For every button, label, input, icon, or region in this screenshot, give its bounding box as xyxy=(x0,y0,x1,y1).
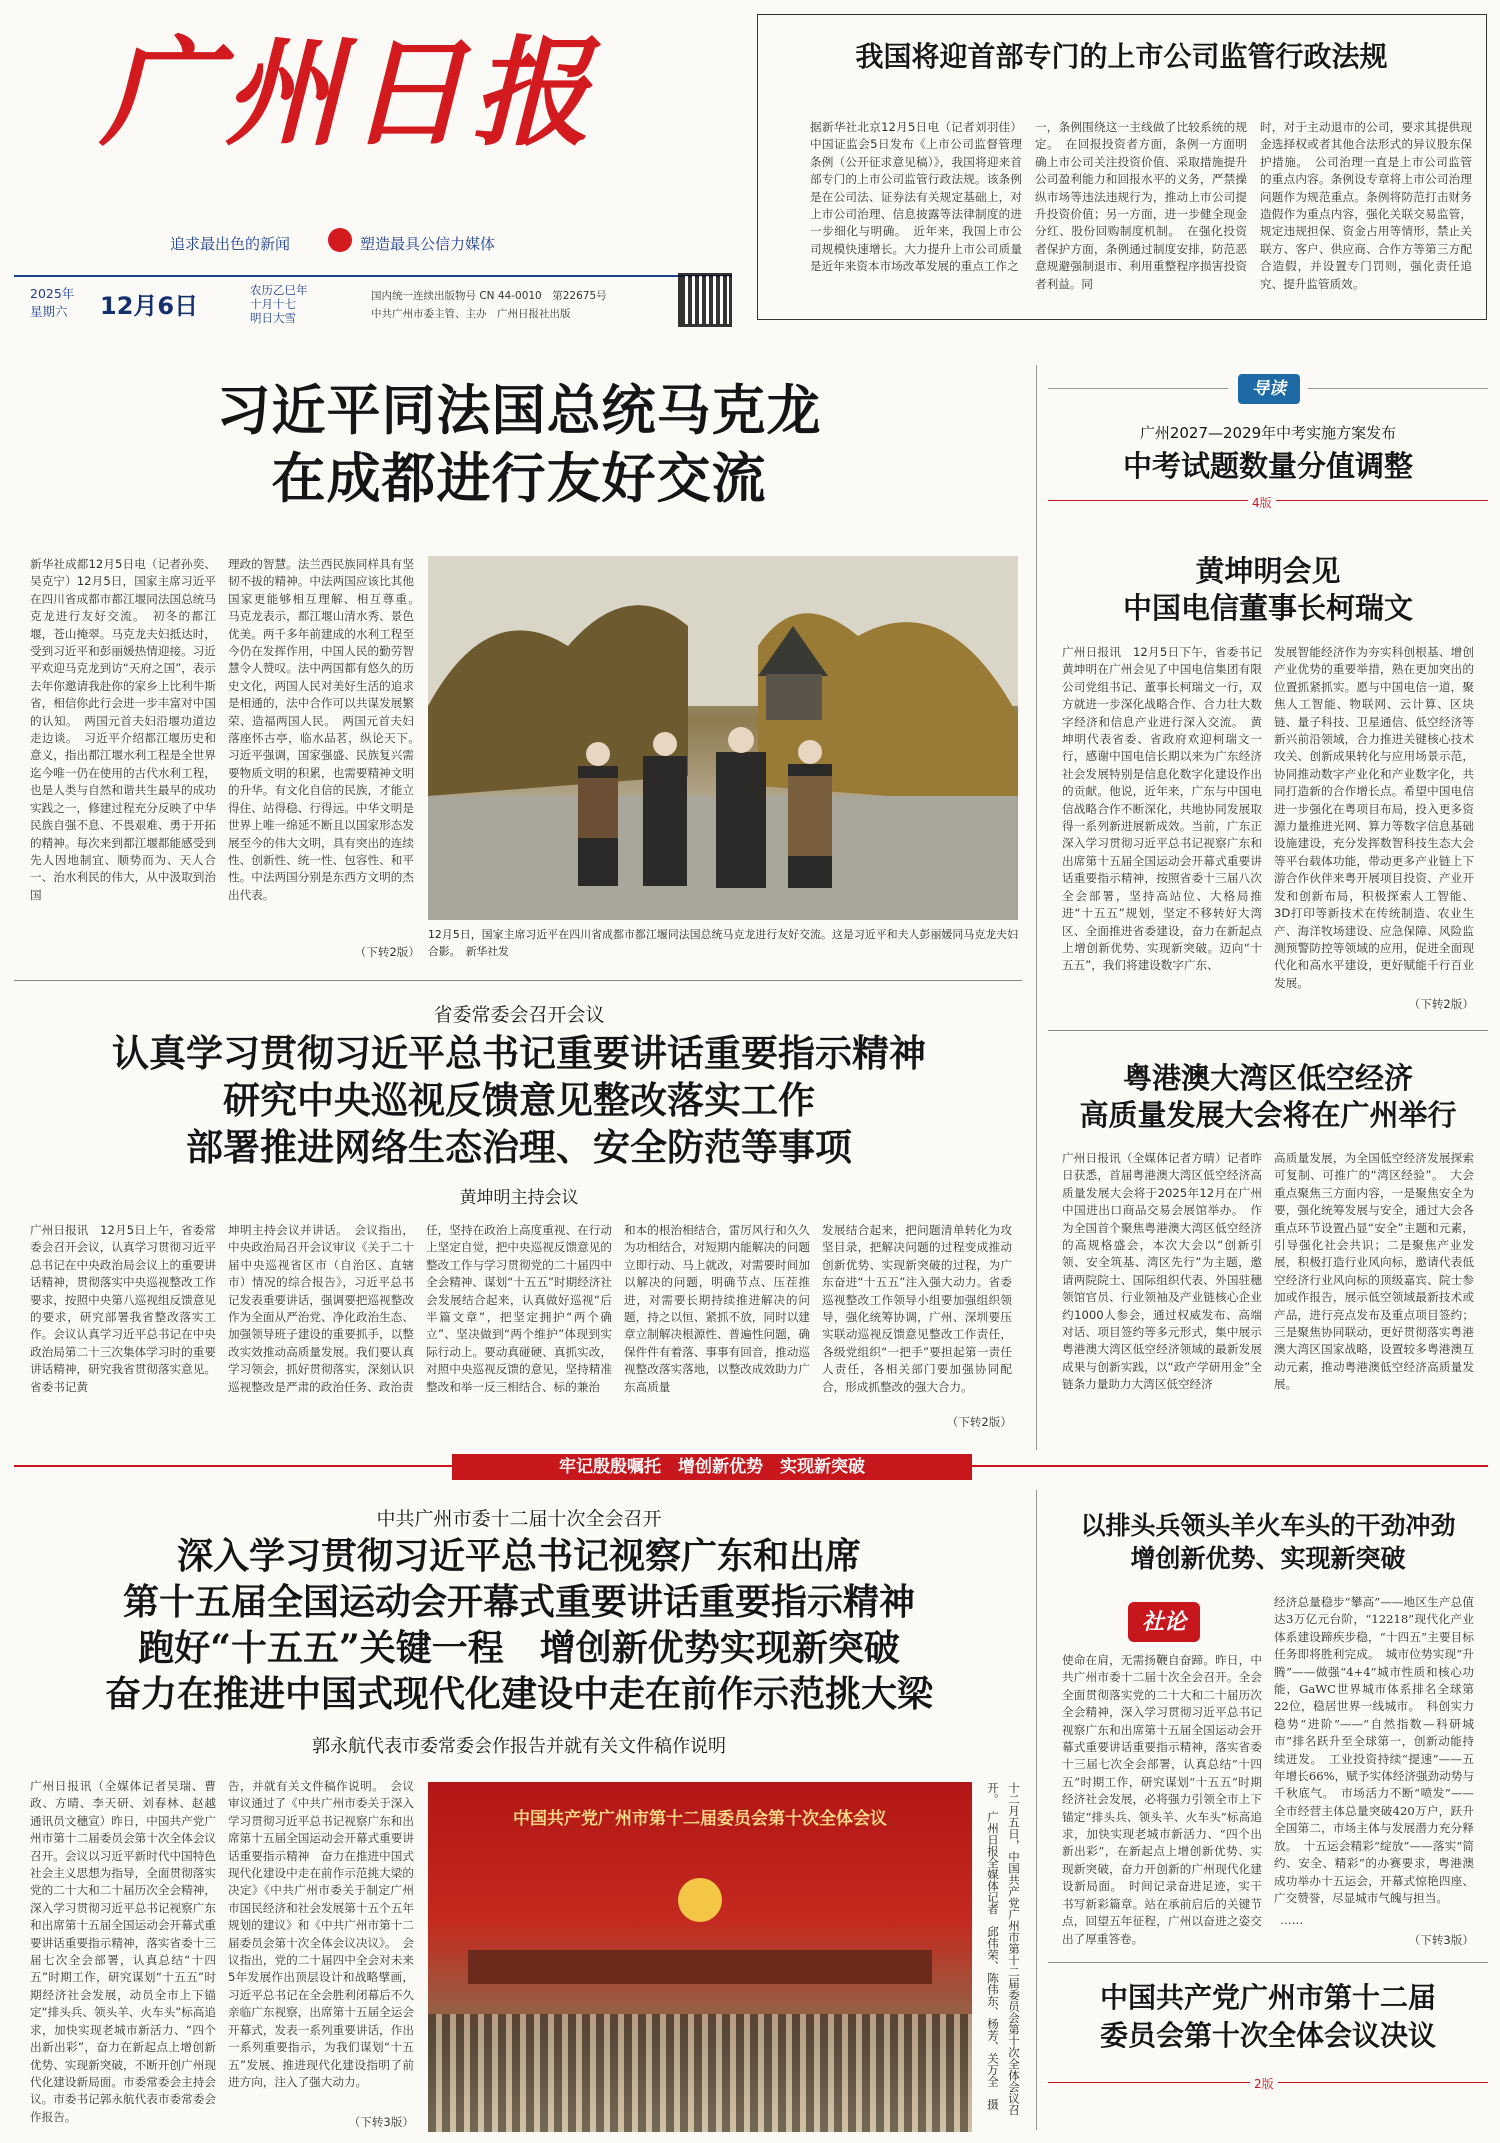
plenum-col-1: 广州日报讯（全媒体记者吴瑞、曹政、方晴、李天研、刘春林、赵越 通讯员文穗宣）昨日，中国共产党广州市第十二届委员会第十次全体会议召开。会议以习近平新时代中国特色社会主义思想为指导，全面贯彻落实党的二十大和二十届历次全会精神，深入学习贯彻习近平总书记视察广东和出席第十五届全国运动会开幕式重要讲话重要指示精神，落实省委十三届七次全会部署，认真总结“十四五”时期工作，研究谋划“十五五”时期经济社会发展，动员全市上下锚定“排头兵、领头羊、火车头”标高追求，加快实现老城市新活力、“四个出新出彩”，奋力在新起点上增创新优势、实现新突破，不断开创广州现代化建设新局面。市委常委会主持会议。市委书记郭永航代表市委常委会作报告。 xyxy=(30,1779,228,2124)
plenum-title-4: 奋力在推进中国式现代化建设中走在前作示范挑大梁 xyxy=(104,1673,933,1715)
lead-title-2: 在成都进行友好交流 xyxy=(271,446,767,510)
masthead xyxy=(0,0,750,300)
date-day: 12月6日 xyxy=(100,292,199,320)
lowalt-rule xyxy=(1048,1030,1488,1031)
guide-badge: 导读 xyxy=(1238,374,1300,404)
committee-col-2: 坤明主持会议并讲话。 会议指出，中央政治局召开会议审议《关于二十届中央巡视省区市（自治区、直辖市）情况的综合报告》，习近平总书记发表重要讲话，强调要把巡视整改作为全面从严治党、净化政治生态、加强领导班子建设的重要抓手，以整改实效推动高质量发展。我们要认真学习领会，抓好贯彻落实，深刻认识巡视整改是严肃的政治任务、政治责 xyxy=(228,1223,414,1394)
right-column-divider xyxy=(1036,365,1037,1450)
lead-photo-scene xyxy=(428,556,1018,920)
slogan-bar: 牢记殷殷嘱托 增创新优势 实现新突破 xyxy=(452,1454,972,1480)
guide-rule-right xyxy=(1308,388,1488,389)
editorial-title-1: 以排头兵领头羊火车头的干劲冲劲 xyxy=(1080,1511,1456,1540)
date-bar xyxy=(14,282,732,325)
committee-continued: （下转2版） xyxy=(946,1415,1012,1429)
guide-rule-left xyxy=(1048,388,1228,389)
lead-photo xyxy=(428,556,1018,920)
plenum-photo xyxy=(428,1782,972,2132)
publication-info-2: 中共广州市委主管、主办 广州日报社出版 xyxy=(371,308,571,320)
plenum-photo-rostrum xyxy=(468,1950,932,1984)
lead-title-1: 习近平同法国总统马克龙 xyxy=(216,378,822,442)
publication-info-1: 国内统一连续出版物号 CN 44-0010 第22675号 xyxy=(371,290,607,302)
date-year: 2025年 xyxy=(30,286,75,301)
plenum-col-2: 告，并就有关文件稿作说明。 会议审议通过了《中共广州市委关于深入学习贯彻习近平总书记视察广东和出席第十五届全国运动会开幕式重要讲话重要指示精神 奋力在推进中国式现代化建设中走在前作示范挑大梁的决定》《中共广州市委关于制定广州市国民经济和社会发展第十五个五年规划的建议》和《中共广州市第十二届委员会第十次全体会议决议》。 会议指出，党的二十届四中全会对未来5年发展作出顶层设计和战略擘画，习近平总书记在全会胜利闭幕后不久亲临广东视察，出席第十五届全运会开幕式，发表一系列重要讲话，作出一系列重要指示，为我们谋划“十五五”发展、推进现代化建设指明了前进方向，注入了强大动力。 xyxy=(228,1779,414,2089)
top-story-title: 我国将迎首部专门的上市公司监管行政法规 xyxy=(855,40,1388,73)
plenum-title-2: 第十五届全国运动会开幕式重要讲话重要指示精神 xyxy=(122,1581,915,1623)
top-story-box xyxy=(757,14,1487,320)
huang-title-2: 中国电信董事长柯瑞文 xyxy=(1122,591,1413,625)
editorial-continued: （下转3版） xyxy=(1408,1933,1474,1947)
committee-subtitle: 黄坤明主持会议 xyxy=(459,1188,579,1208)
slogan-mark-icon xyxy=(328,228,352,252)
lunar-2: 十月十七 xyxy=(250,297,296,311)
editorial-title-2: 增创新优势、实现新突破 xyxy=(1130,1544,1406,1573)
lead-col-2: 理政的智慧。法兰西民族同样具有坚韧不拔的精神。中法两国应该比其他国家更能够相互理解、相互尊重。 马克龙表示，都江堰山清水秀、景色优美。两千多年前建成的水利工程至今仍在发挥作用，中国人民的勤劳智慧令人赞叹。法中两国都有悠久的历史文化，两国人民对美好生活的追求是相通的，法中合作可以共谋发展繁荣、造福两国人民。 两国元首夫妇落座怀古亭，临水品茗，纵论天下。 习近平强调，国家强盛、民族复兴需要物质文明的积累，也需要精神文明的升华。有文化自信的民族，才能立得住、站得稳、行得远。中华文明是世界上唯一绵延不断且以国家形态发展至今的伟大文明，具有突出的连续性、创新性、统一性、包容性、和平性。中法两国分别是东西方文明的杰出代表。 xyxy=(228,557,426,902)
plenum-title-1: 深入学习贯彻习近平总书记视察广东和出席 xyxy=(176,1535,861,1577)
plenum-continued: （下转3版） xyxy=(348,2115,414,2129)
committee-title-1: 认真学习贯彻习近平总书记重要讲话重要指示精神 xyxy=(112,1031,926,1075)
masthead-logo: 广州日报 xyxy=(100,23,597,162)
committee-rule xyxy=(14,980,1022,981)
plenum-title-3: 跑好“十五五”关键一程 增创新优势实现新突破 xyxy=(138,1627,900,1669)
plenum-kicker: 中共广州市委十二届十次全会召开 xyxy=(376,1508,662,1530)
plenum-subtitle: 郭永航代表市委常委会作报告并就有关文件稿作说明 xyxy=(312,1736,726,1757)
committee-col-5: 发展结合起来，把问题清单转化为攻坚目录，把解决问题的过程变成推动创新优势、实现新突破的过程，为广东奋进“十五五”注入强大动力。省委巡视整改工作领导小组要加强组织领导，强化统筹协调，广州、深圳要压实联动巡视反馈意见整改工作责任，各级党组织“一把手”要担起第一责任人责任，各相关部门要加强协同配合，形成抓整改的强大合力。 xyxy=(822,1223,1012,1394)
lead-col-1: 新华社成都12月5日电（记者孙奕、吴克宁）12月5日，国家主席习近平在四川省成都市都江堰同法国总统马克龙进行友好交流。 初冬的都江堰，苍山掩翠。马克龙夫妇抵达时，受到习近平和彭丽媛热情迎接。习近平欢迎马克龙到访“天府之国”，表示去年你邀请我赴你的家乡上比利牛斯省，相信你此行会进一步丰富对中国的认知。 两国元首夫妇沿堰功道边走边谈。 习近平介绍都江堰历史和意义，指出都江堰水利工程是全世界迄今唯一仍在使用的古代水利工程，也是人类与自然和谐共生最早的成功实践之一，修建过程充分反映了中华民族自强不息、不畏艰难、勇于开拓的精神。每次来到都江堰都能感受到先人因地制宜、顺势而为、天人合一、治水利民的伟大，从中汲取到治国 xyxy=(30,557,216,902)
editorial-ellipsis: …… xyxy=(1280,1913,1304,1927)
plenum-photo-caption: 十二月五日，中国共产党广州市第十二届委员会第十次全体会议召开。 广州日报全媒体记者 邱伟荣、陈伟东、杨芳、关万全 摄 xyxy=(986,1782,1021,2116)
slogan-left: 追求最出色的新闻 xyxy=(170,235,291,253)
committee-col-3: 任，坚持在政治上高度重视、在行动上坚定自觉，把中央巡视反馈意见的整改工作与学习贯彻党的二十届四中全会精神、谋划“十五五”时期经济社会发展结合起来，认真做好巡视“后半篇文章”，把坚定拥护“两个确立”、坚决做到“两个维护”体现到实际行动上。要动真碰硬、真抓实改，对照中央巡视反馈的意见，坚持精准整改和举一反三相结合、标的兼治 xyxy=(426,1223,612,1394)
guide-title: 中考试题数量分值调整 xyxy=(1122,449,1413,483)
qr-code-icon xyxy=(678,273,732,327)
lead-photo-caption: 12月5日，国家主席习近平在四川省成都市都江堰同法国总统马克龙进行友好交流。这是习近平和夫人彭丽媛同马克龙夫妇合影。 新华社发 xyxy=(428,928,1018,958)
guide-kicker: 广州2027—2029年中考实施方案发布 xyxy=(1139,424,1397,442)
committee-kicker: 省委常委会召开会议 xyxy=(433,1004,605,1026)
date-weekday: 星期六 xyxy=(30,304,68,319)
slogan-right: 塑造最具公信力媒体 xyxy=(360,235,496,253)
editorial-divider xyxy=(1036,1490,1037,2130)
lead-continued: （下转2版） xyxy=(354,945,420,959)
plenum-photo-banner: 中国共产党广州市第十二届委员会第十次全体会议 xyxy=(513,1809,887,1829)
resolution-title-1: 中国共产党广州市第十二届 xyxy=(1099,1981,1436,2014)
lowalt-col-2: 高质量发展，为全国低空经济发展探索可复制、可推广的“湾区经验”。 大会重点聚焦三方面内容，一是聚焦安全为要，强化统筹发展与安全，通过大会各重点环节设置凸显“安全”主题和元素，引导强化社会共识；二是聚焦产业发展，积极打造行业风向标，邀请代表低空经济行业风向标的顶级嘉宾、院士参加或作报告，展示低空领域最新技术或产品，进行亮点发布及重点项目签约；三是聚焦协同联动，更好贯彻落实粤港澳大湾区国家战略，设置较多粤港澳互动元素，推动粤港澳低空经济高质量发展。 xyxy=(1274,1151,1474,1392)
lunar-1: 农历乙巳年 xyxy=(250,283,308,297)
top-story-col-3: 时，对于主动退市的公司，要求其提供现金选择权或者其他合法形式的异议股东保护措施。 公司治理一直是上市公司监管的重点内容。条例设专章将上市公司治理问题作为规范重点。条例将防范打击财务造假作为重点内容，强化关联交易监管，规定违规担保、资金占用等情形，禁止关联方、客户、供应商、合作方等第三方配合造假，并设置专门罚则，强化责任追究、提升监管质效。 xyxy=(1260,120,1472,291)
guide-page: 4版 xyxy=(1248,494,1276,511)
lowalt-title-2: 高质量发展大会将在广州举行 xyxy=(1079,1098,1457,1132)
huang-continued: （下转2版） xyxy=(1408,997,1474,1011)
huang-col-2: 发展智能经济作为夯实科创根基、增创产业优势的重要举措，熟在更加突出的位置抓紧抓实。愿与中国电信一道，聚焦人工智能、物联网、云计算、区块链、量子科技、卫星通信、低空经济等新兴前沿领域，合力推进关键核心技术攻关、创新成果转化与应用场景示范，协同推动数字产业化和产业数字化，共同打造新的合作增长点。希望中国电信进一步强化在粤项目布局，投入更多资源力量推进光网、算力等数字信息基础设施建设，充分发挥数智科技生态大会等平台载体功能，带动更多产业链上下游合作伙伴来粤开展项目投资、产业开发和创新布局，积极探索人工智能、3D打印等新技术在传统制造、农业生产、海洋牧场建设、应急保障、风险监测预警防控等领域的应用，促进全面现代化和高水平建设，更好赋能千行百业发展。 xyxy=(1274,645,1474,990)
committee-col-4: 和本的根治相结合，雷厉风行和久久为功相结合，对短期内能解决的问题立即行动、马上就改，对需要时间加以解决的问题，明确节点、压茬推进，对需要长期持续推进解决的问题，持之以恒、紧抓不放，同时以建章立制解决根源性、普遍性问题，确保件件有着落、事事有回音，推动巡视整改落实落地，以整改成效助力广东高质量 xyxy=(624,1223,810,1394)
top-story-col-1: 据新华社北京12月5日电（记者刘羽佳）中国证监会5日发布《上市公司监督管理条例（公开征求意见稿）》，我国将迎来首部专门的上市公司监管行政法规。该条例是在公司法、证券法有关规定基础上，对上市公司治理、信息披露等法律制度的进一步细化与明确。 近年来，我国上市公司规模快速增长。大力提升上市公司质量是近年来资本市场改革发展的重点工作之 xyxy=(810,120,1022,274)
editorial-col-1: 使命在肩，无需扬鞭自奋蹄。昨日，中共广州市委十二届十次全会召开。全会全面贯彻落实党的二十大和二十届历次全会精神，深入学习贯彻习近平总书记视察广东和出席第十五届全国运动会开幕式重要讲话重要指示精神，落实省委十三届七次全会部署，认真总结“十四五”时期工作，研究谋划“十五五”时期经济社会发展，必将强力引领全市上下锚定“排头兵、领头羊、火车头”标高追求，加快实现老城市新活力、“四个出新出彩”，在新起点上增创新优势、实现新突破，奋力开创新的广州现代化建设新局面。 时间记录奋进足迹，实干书写新彩篇章。站在承前启后的关键节点，回望五年征程，广州以奋进之姿交出了厚重答卷。 xyxy=(1062,1653,1262,1946)
editorial-col-2: 经济总量稳步“攀高”——地区生产总值达3万亿元台阶，“12218”现代化产业体系建设蹄疾步稳，“十四五”主要目标任务即将胜利完成。 城市位势实现“升腾”——做强“4+4”城市性质和核心功能，GaWC世界城市体系排名全球第22位，稳居世界一线城市。 科创实力稳势“进阶”——“自然指数—科研城市”排名跃升至全球第一，创新动能持续迸发。 工业投资持续“提速”——五年增长66%，赋予实体经济强劲动势与千秋底气。 市场活力不断“喷发”——全市经营主体总量突破420万户，跃升全国第二，市场主体与发展潜力充分释放。 十五运会精彩“绽放”——落实“简约、安全、精彩”的办赛要求，粤港澳成功举办十五运会，开幕式惊艳四座、广交赞誉，尽显城市气魄与担当。 xyxy=(1274,1595,1474,1905)
committee-col-1: 广州日报讯 12月5日上午，省委常委会召开会议，认真学习贯彻习近平总书记在中央政治局会议上的重要讲话精神，贯彻落实中央巡视整改工作要求，按照中央第八巡视组反馈意见的要求，研究部署我省整改落实工作。会议认真学习近平总书记在中央政治局第二十三次集体学习时的重要讲话精神，研究我省贯彻落实意见。省委书记黄 xyxy=(30,1223,216,1394)
resolution-rule xyxy=(1048,1962,1488,1963)
lowalt-title-1: 粤港澳大湾区低空经济 xyxy=(1122,1061,1413,1095)
huang-col-1: 广州日报讯 12月5日下午，省委书记黄坤明在广州会见了中国电信集团有限公司党组书记、董事长柯瑞文一行，双方就进一步深化战略合作、合力壮大数字经济和信息产业进行深入交流。 黄坤明代表省委、省政府欢迎柯瑞文一行，感谢中国电信长期以来为广东经济社会发展特别是信息化数字化建设作出的贡献。他说，近年来，广东与中国电信战略合作不断深化，共地协同发展取得一系列新进展新成效。当前，广东正深入学习贯彻习近平总书记视察广东和出席第十五届全国运动会开幕式重要讲话重要指示精神，按照省委十三届八次全会部署，坚持高站位、大格局推进“十五五”规划，坚定不移转好大湾区、全面推进省委建设，奋力在新起点上增创新优势、实现新突破。迈向“十五五”，我们将建设数字广东、 xyxy=(1062,645,1262,973)
resolution-title-2: 委员会第十次全体会议决议 xyxy=(1099,2019,1436,2052)
masthead-rule-top xyxy=(14,275,732,277)
editorial-badge: 社论 xyxy=(1128,1602,1200,1642)
lowalt-col-1: 广州日报讯（全媒体记者方晴）记者昨日获悉，首届粤港澳大湾区低空经济高质量发展大会将于2025年12月在广州中国进出口商品交易会展馆举办。 作为全国首个聚焦粤港澳大湾区低空经济的高规格盛会，本次大会以“创新引领、安全筑基、湾区先行”为主题，邀请两院院士、国际组织代表、外国驻穗领馆官员、行业领袖及产业链核心企业约1000人参会，通过权威发布、高端对话、项目签约等多元形式，集中展示粤港澳大湾区低空经济领域的最新发展成果与创新实践，以“政产学研用金”全链条力量助力大湾区低空经济 xyxy=(1062,1151,1262,1392)
committee-title-2: 研究中央巡视反馈意见整改落实工作 xyxy=(223,1078,815,1122)
huang-title-1: 黄坤明会见 xyxy=(1195,554,1341,588)
resolution-page: 2版 xyxy=(1250,2075,1278,2092)
party-emblem-icon xyxy=(678,1878,722,1922)
plenum-photo-audience xyxy=(428,2014,972,2132)
top-story-col-2: 一，条例围绕这一主线做了比较系统的规定。 在回报投资者方面，条例一方面明确上市公司关注投资价值、采取措施提升公司盈利能力和回报水平的义务，严禁操纵市场等违法违规行为，推动上市公司提升投资价值；另一方面，进一步健全现金分红、股份回购制度机制。 在强化投资者保护方面，条例通过制度安排，防范恶意规避强制退市、利用重整程序损害投资者利益。同 xyxy=(1035,120,1247,291)
lunar-3: 明日大雪 xyxy=(250,311,296,325)
committee-title-3: 部署推进网络生态治理、安全防范等事项 xyxy=(186,1125,852,1169)
guide-box xyxy=(1048,372,1488,522)
